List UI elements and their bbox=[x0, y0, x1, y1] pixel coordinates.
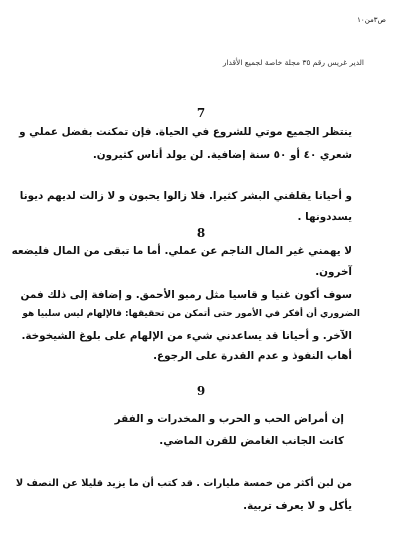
paragraph-line: الضروري أن أفكر في الأمور حتى أتمكن من تحقيقها: فالإلهام ليس سلبيا هو bbox=[22, 309, 360, 319]
section-number-9: 9 bbox=[196, 384, 206, 398]
paragraph-line: من لبن أكثر من خمسة مليارات . قد كتب أن ما يزيد قليلا عن النصف لا bbox=[15, 478, 352, 489]
page-number: ص٣من١٠ bbox=[357, 16, 386, 24]
paragraph-line: سوف أكون غنيا و قاسيا مثل رمبو الأحمق. و إضافة إلى ذلك فمن bbox=[20, 289, 352, 301]
section-number-8: 8 bbox=[196, 226, 206, 240]
paragraph-line: آخرون. bbox=[315, 266, 352, 278]
paragraph-line: ينتظر الجميع موتي للشروع في الحياة. فإن تمكنت بفضل عملي و bbox=[19, 126, 352, 138]
paragraph-line: شعري ٤٠ أو ٥٠ سنة إضافية. لن يولد أناس كثيرون. bbox=[92, 149, 352, 161]
paragraph-line: يأكل و لا يعرف تربية. bbox=[243, 500, 352, 512]
paragraph-line: كانت الجانب الغامض للقرن الماضي. bbox=[159, 435, 344, 447]
paragraph-line: إن أمراض الحب و الحرب و المخدرات و الفقر bbox=[114, 413, 344, 425]
paragraph-line: لا يهمني غير المال الناجم عن عملي. أما ما تبقى من المال فليضعه bbox=[11, 245, 352, 257]
journal-header: الدير غريس رقم ٣٥ مجلة خاصة لجميع الأقدار bbox=[222, 58, 364, 67]
section-number-7: 7 bbox=[196, 106, 206, 120]
paragraph-line: أهاب النفوذ و عدم القدرة على الرجوع. bbox=[153, 350, 352, 362]
paragraph-line: و أحيانا يقلقني البشر كثيرا. فلا زالوا يحبون و لا زالت لديهم ديونا bbox=[19, 190, 352, 202]
paragraph-line: يسددونها . bbox=[297, 211, 352, 223]
paragraph-line: الآخر. و أحيانا قد يساعدني شيء من الإلهام على بلوغ الشيخوخة. bbox=[21, 330, 352, 342]
